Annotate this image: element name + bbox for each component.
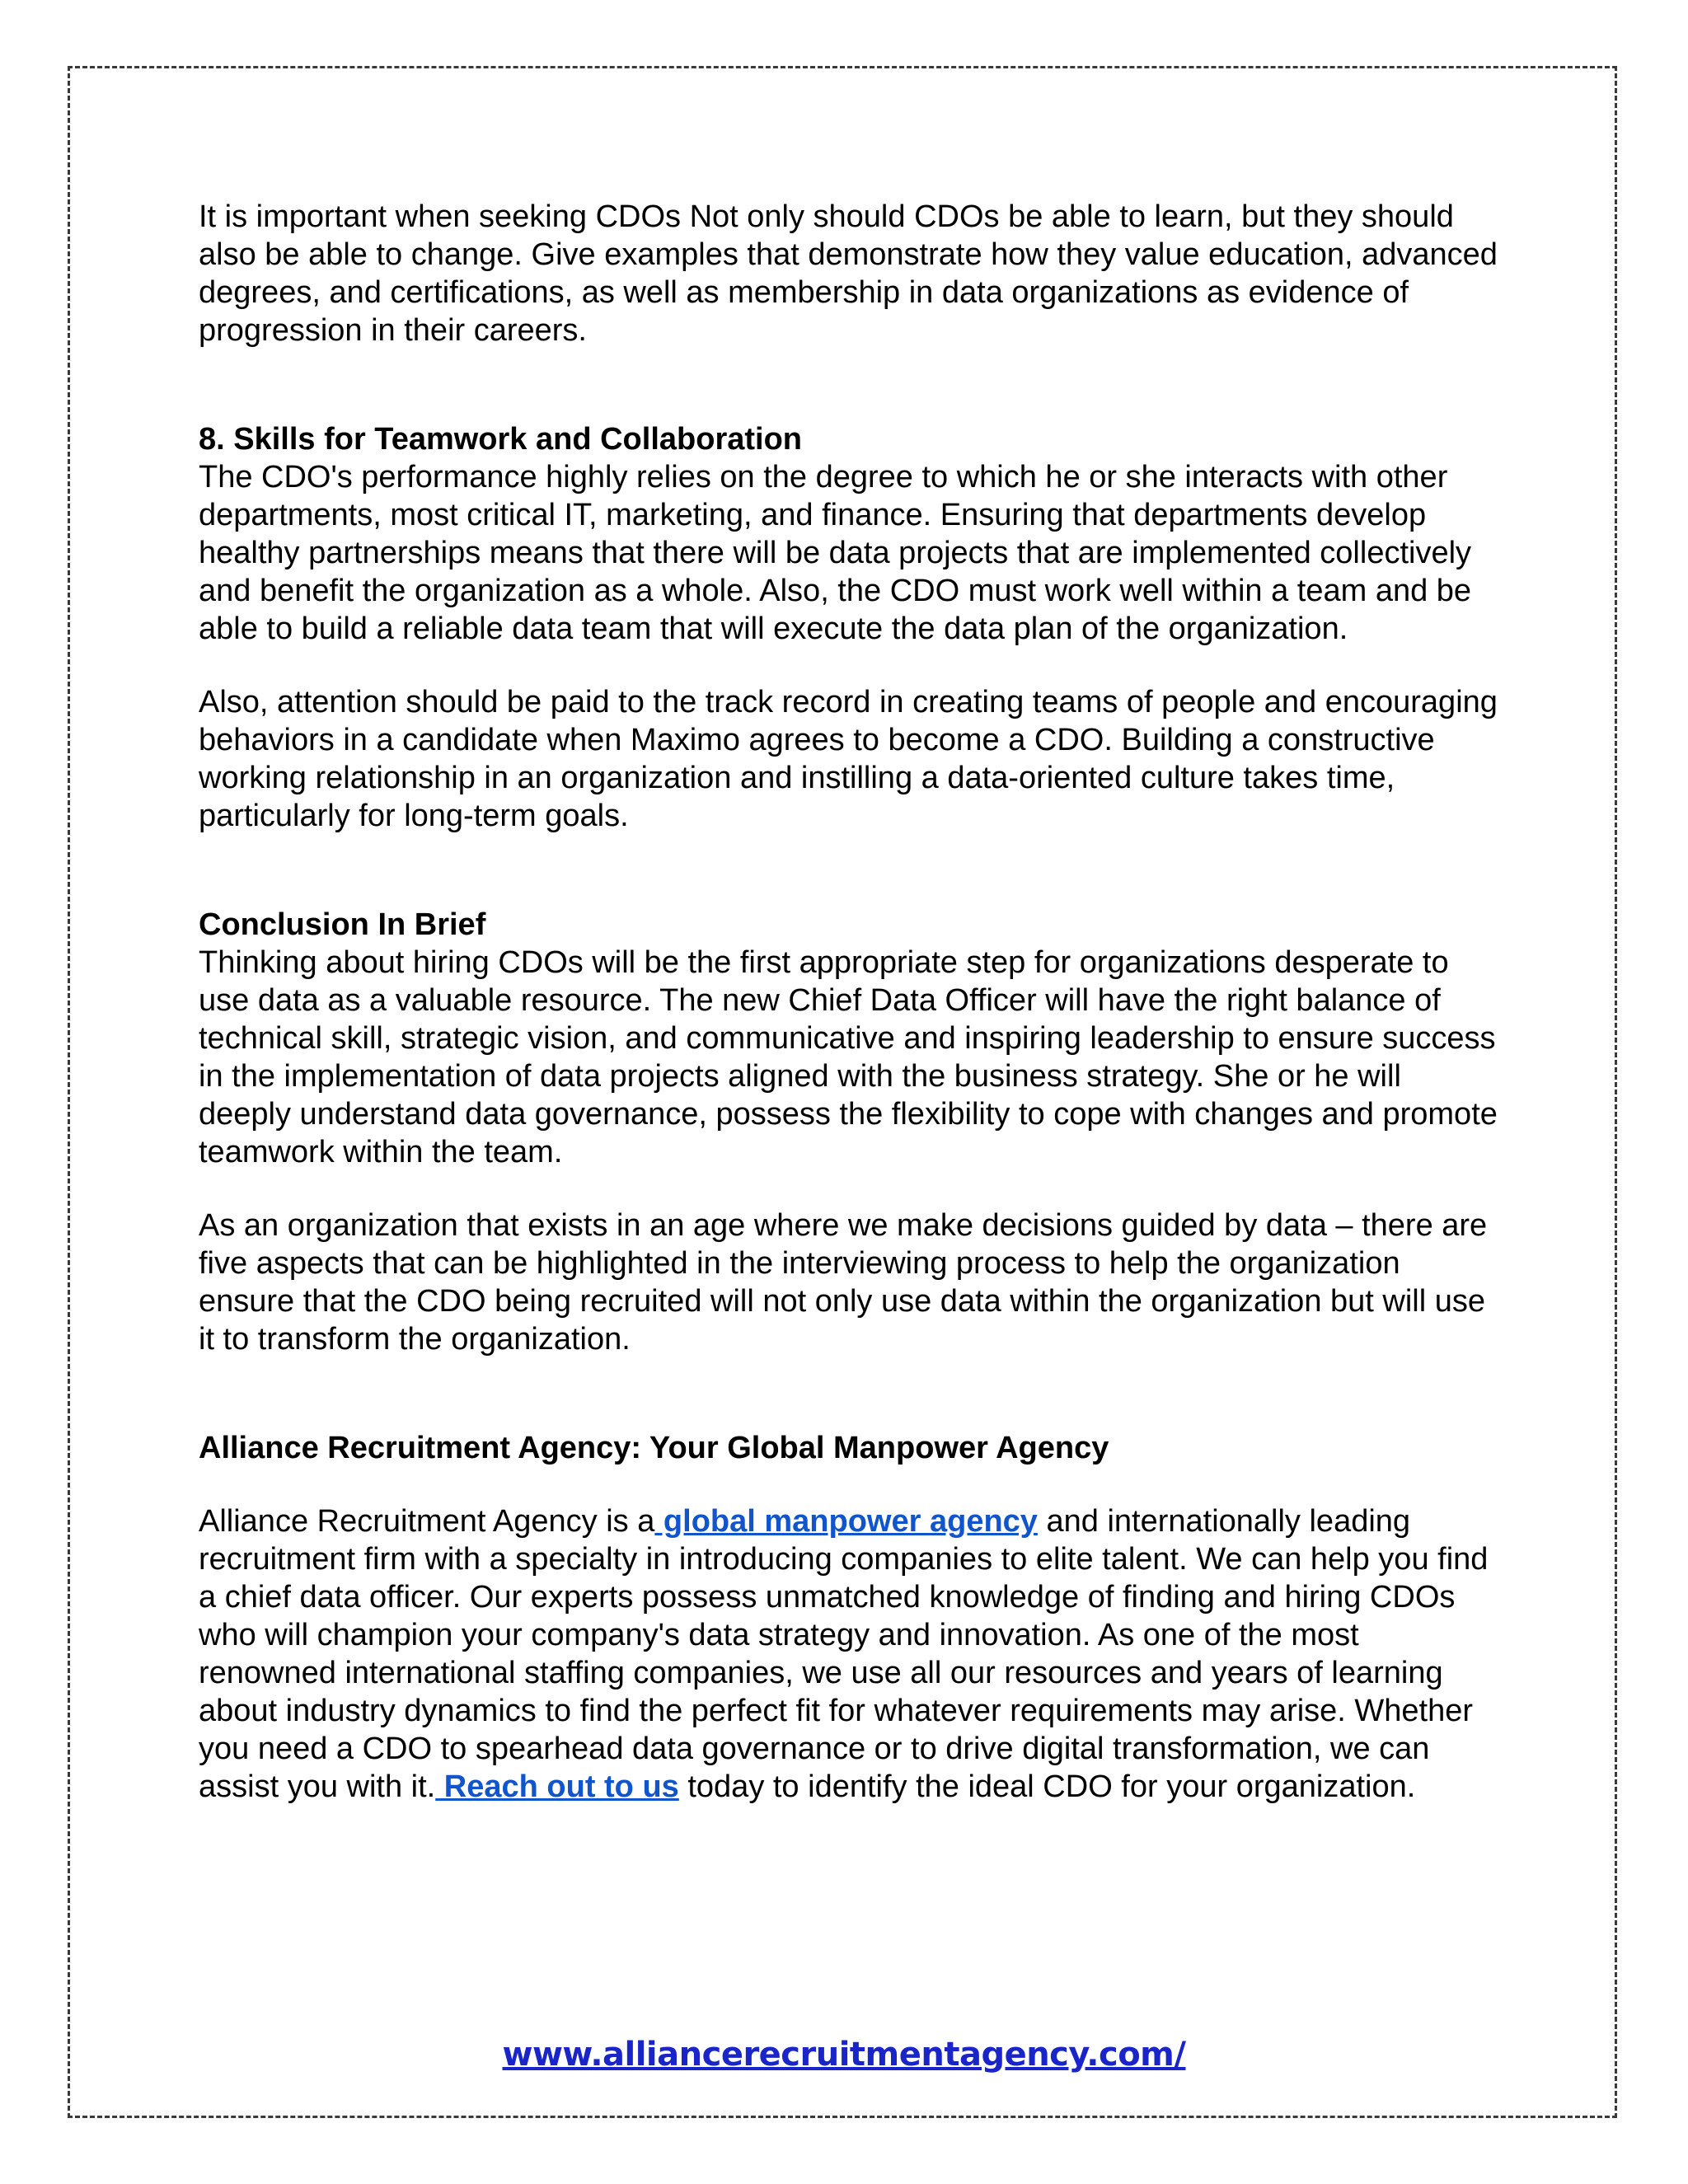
spacer [199, 349, 1501, 420]
spacer [199, 648, 1501, 683]
conclusion-paragraph-1: Thinking about hiring CDOs will be the first appropriate step for organizations desperate to use data as a valuable resource. The new Chief Data Officer will have the right balance of technical skill, strategic vision, and communicative and inspiring leadership to ensure success in the implementation of data projects aligned with the business strategy. She or he will deeply understand data governance, possess the flexibility to cope with changes and promote teamwork within the team. [199, 945, 1498, 1169]
agency-text-middle: and internationally leading recruitment firm with a specialty in introducing companies to elite talent. We can help you find a chief data officer. Our experts possess unmatched knowledge of finding and hiring CDOs who will champion your company's data strategy and innovation. As one of the most renowned international staffing companies, we use all our resources and years of learning about industry dynamics to find the perfect fit for whatever requirements may arise. Whether you need a CDO to spearhead data governance or to drive digital transformation, we can assist you with it. [199, 1504, 1489, 1804]
teamwork-paragraph-1: The CDO's performance highly relies on the degree to which he or she interacts with other departments, most critical IT, marketing, and finance. Ensuring that departments develop healthy partnerships means that there will be data projects that are implemented collectively and benefit the organization as a whole. Also, the CDO must work well within a team and be able to build a reliable data team that will execute the data plan of the organization. [199, 460, 1472, 646]
teamwork-paragraph-2: Also, attention should be paid to the track record in creating teams of people and encouraging behaviors in a candidate when Maximo agrees to become a CDO. Building a constructive working relationship in an organization and instilling a data-oriented culture takes time, particularly for long-term goals. [199, 685, 1498, 833]
agency-heading: Alliance Recruitment Agency: Your Global Manpower Agency [199, 1431, 1109, 1465]
global-manpower-agency-link[interactable]: global manpower agency [654, 1504, 1038, 1539]
teamwork-heading: 8. Skills for Teamwork and Collaboration [199, 422, 803, 457]
agency-paragraph [199, 1502, 1501, 1806]
spacer [199, 1171, 1501, 1207]
spacer [199, 1358, 1501, 1429]
intro-paragraph: It is important when seeking CDOs Not only should CDOs be able to learn, but they should also be able to change. Give examples that demonstrate how they value education, advanced degrees, and certifications, as well as membership in data organizations as evidence of progression in their careers. [199, 199, 1498, 348]
footer-website-link[interactable]: www.alliancerecruitmentagency.com/ [502, 2036, 1186, 2074]
conclusion-paragraph-2: As an organization that exists in an age where we make decisions guided by data – there are five aspects that can be highlighted in the interviewing process to help the organization ensure that the CDO being recruited will not only use data within the organization but will use it to transform the organization. [199, 1208, 1488, 1357]
spacer [199, 1467, 1501, 1502]
agency-text-after-link: today to identify the ideal CDO for your organization. [678, 1769, 1416, 1804]
spacer [199, 835, 1501, 906]
reach-out-link[interactable]: Reach out to us [435, 1769, 679, 1804]
conclusion-heading: Conclusion In Brief [199, 907, 486, 942]
agency-text-before-link: Alliance Recruitment Agency is a [199, 1504, 655, 1539]
document-body [199, 198, 1501, 1806]
